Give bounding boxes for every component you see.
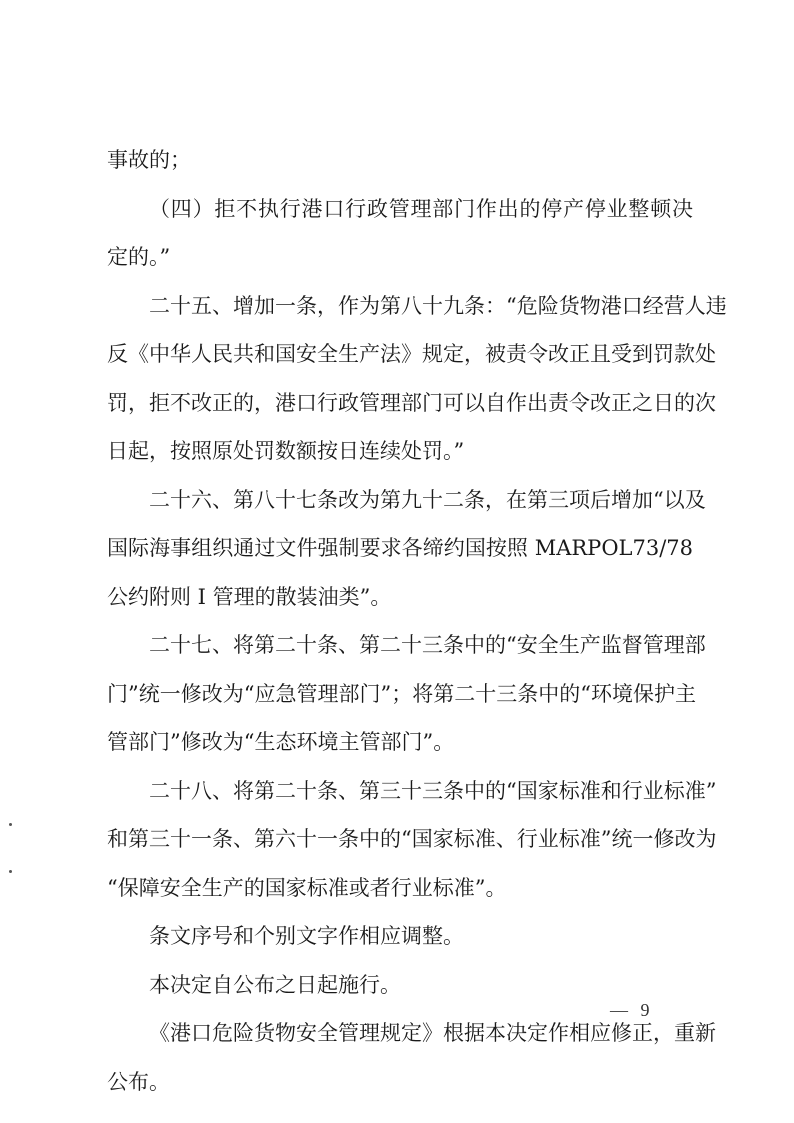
text-line: 国际海事组织通过文件强制要求各缔约国按照 MARPOL73/78 <box>107 536 693 560</box>
margin-dot <box>9 870 12 873</box>
text-line: “保障安全生产的国家标准或者行业标准”。 <box>107 875 507 900</box>
text-line: 日起，按照原处罚数额按日连续处罚。” <box>107 439 465 463</box>
text-line: 管部门”修改为“生态环境主管部门”。 <box>107 730 455 754</box>
margin-dot <box>9 823 12 826</box>
text-line: （四）拒不执行港口行政管理部门作出的停产停业整顿决 <box>149 196 693 221</box>
page-number: — 9 <box>610 1000 654 1020</box>
text-line: 事故的； <box>107 148 191 172</box>
text-line: 二十八、将第二十条、第三十三条中的“国家标准和行业标准” <box>149 778 717 803</box>
text-line: 条文序号和个别文字作相应调整。 <box>149 924 464 948</box>
text-line: 二十七、将第二十条、第二十三条中的“安全生产监督管理部 <box>149 633 706 657</box>
text-line: 公约附则 I 管理的散装油类”。 <box>107 584 392 609</box>
text-line: 公布。 <box>107 1069 170 1094</box>
document-body <box>107 136 727 1106</box>
text-line: 本决定自公布之日起施行。 <box>149 972 401 997</box>
text-line: 和第三十一条、第六十一条中的“国家标准、行业标准”统一修改为 <box>107 827 717 851</box>
text-line: 二十六、第八十七条改为第九十二条，在第三项后增加“以及 <box>149 487 706 512</box>
text-line: 定的。” <box>107 245 171 269</box>
text-line: 《港口危险货物安全管理规定》根据本决定作相应修正，重新 <box>149 1021 716 1045</box>
text-line: 二十五、增加一条，作为第八十九条：“危险货物港口经营人违 <box>149 293 727 318</box>
text-line: 罚，拒不改正的，港口行政管理部门可以自作出责令改正之日的次 <box>107 390 716 415</box>
text-line: 门”统一修改为“应急管理部门”；将第二十三条中的“环境保护主 <box>107 681 696 706</box>
text-line: 反《中华人民共和国安全生产法》规定，被责令改正且受到罚款处 <box>107 342 716 366</box>
